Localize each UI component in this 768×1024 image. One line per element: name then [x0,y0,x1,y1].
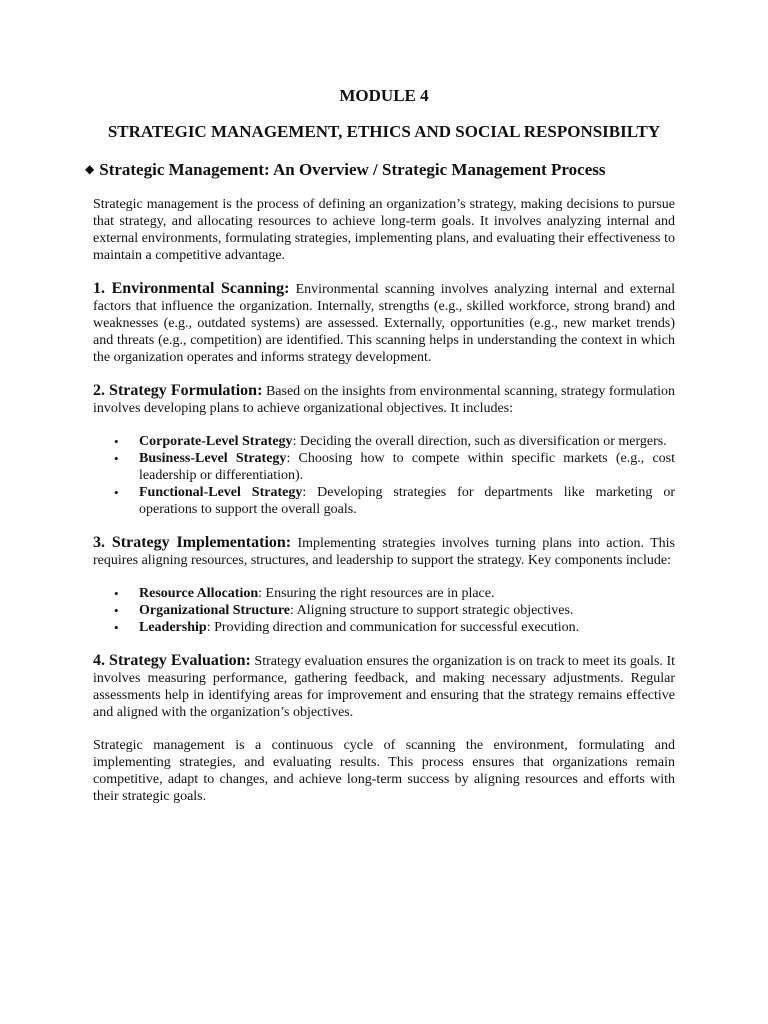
bullet-text: : Aligning structure to support strategic objectives. [290,603,574,618]
step-strategy-evaluation [93,652,675,721]
list-item [114,619,675,636]
step-heading: 2. Strategy Formulation: [93,382,263,399]
list-item [114,450,675,484]
step-strategy-formulation [93,382,675,417]
bullet-icon: • [114,603,119,618]
step-text: Environmental scanning involves analyzing internal and external factors that influence the organization. Internally, strengths (e.g., skilled workforce, strong brand) and weaknesses (e.g., outdated systems) are assessed. Externally, opportunities (e.g., new market trends) and threats (e.g., competition) are identified. This scanning helps in understanding the context in which the organization operates and informs strategy development. [93,282,676,365]
diamond-bullet-icon: ◆ [85,162,95,176]
bullet-text: : Deciding the overall direction, such as diversification or mergers. [292,434,667,449]
bullet-text: : Ensuring the right resources are in place. [258,586,495,601]
list-item [114,602,675,619]
intro-paragraph: Strategic management is the process of defining an organization’s strategy, making decisions to pursue that strategy, and allocating resources to achieve long-term goals. It involves analyzing internal and external environments, formulating strategies, implementing plans, and evaluating their effectiveness to maintain a competitive advantage. [93,197,675,263]
step-text: Based on the insights from environmental scanning, strategy formulation involves developing plans to achieve organizational objectives. It includes: [93,384,675,416]
bullet-term: Functional-Level Strategy [139,485,303,500]
bullet-term: Resource Allocation [139,586,259,601]
step-environmental-scanning [93,280,675,366]
bullet-icon: • [114,434,119,449]
document-body [85,86,676,821]
document-title: STRATEGIC MANAGEMENT, ETHICS AND SOCIAL RESPONSIBILTY [107,122,661,141]
bullet-text: : Choosing how to compete within specific markets (e.g., cost leadership or differentiation). [139,451,675,483]
bullet-text: : Providing direction and communication for successful execution. [206,620,580,635]
formulation-bullet-list [93,433,675,518]
list-item [114,433,675,450]
step-text: Strategy evaluation ensures the organization is on track to meet its goals. It involves measuring performance, gathering feedback, and making necessary adjustments. Regular assessments help in identifying areas for improvement and ensuring that the strategy remains effective and aligned with the organization’s objectives. [93,654,675,720]
bullet-icon: • [114,485,119,500]
implementation-bullet-list [93,585,675,636]
bullet-term: Leadership [139,620,207,635]
bullet-term: Corporate-Level Strategy [139,434,293,449]
bullet-term: Business-Level Strategy [139,451,287,466]
module-label: MODULE 4 [339,86,429,105]
bullet-icon: • [114,620,119,635]
list-item [114,484,675,518]
bullet-icon: • [114,586,119,601]
bullet-term: Organizational Structure [139,603,291,618]
conclusion-paragraph: Strategic management is a continuous cycle of scanning the environment, formulating and implementing strategies, and evaluating results. This process ensures that organizations remain competitive, adapt to changes, and achieve long-term success by aligning resources and efforts with their strategic goals. [93,738,675,804]
step-heading: 1. Environmental Scanning: [93,280,290,297]
list-item [114,585,675,602]
step-text: Implementing strategies involves turning plans into action. This requires aligning resources, structures, and leadership to support the strategy. Key components include: [93,536,675,568]
step-heading: 3. Strategy Implementation: [93,534,292,551]
bullet-icon: • [114,451,119,466]
section-heading-text: Strategic Management: An Overview / Strategic Management Process [99,160,606,179]
step-heading: 4. Strategy Evaluation: [93,652,251,669]
section-heading [85,160,675,181]
bullet-text: : Developing strategies for departments like marketing or operations to support the overall goals. [139,485,675,517]
step-strategy-implementation [93,534,675,569]
